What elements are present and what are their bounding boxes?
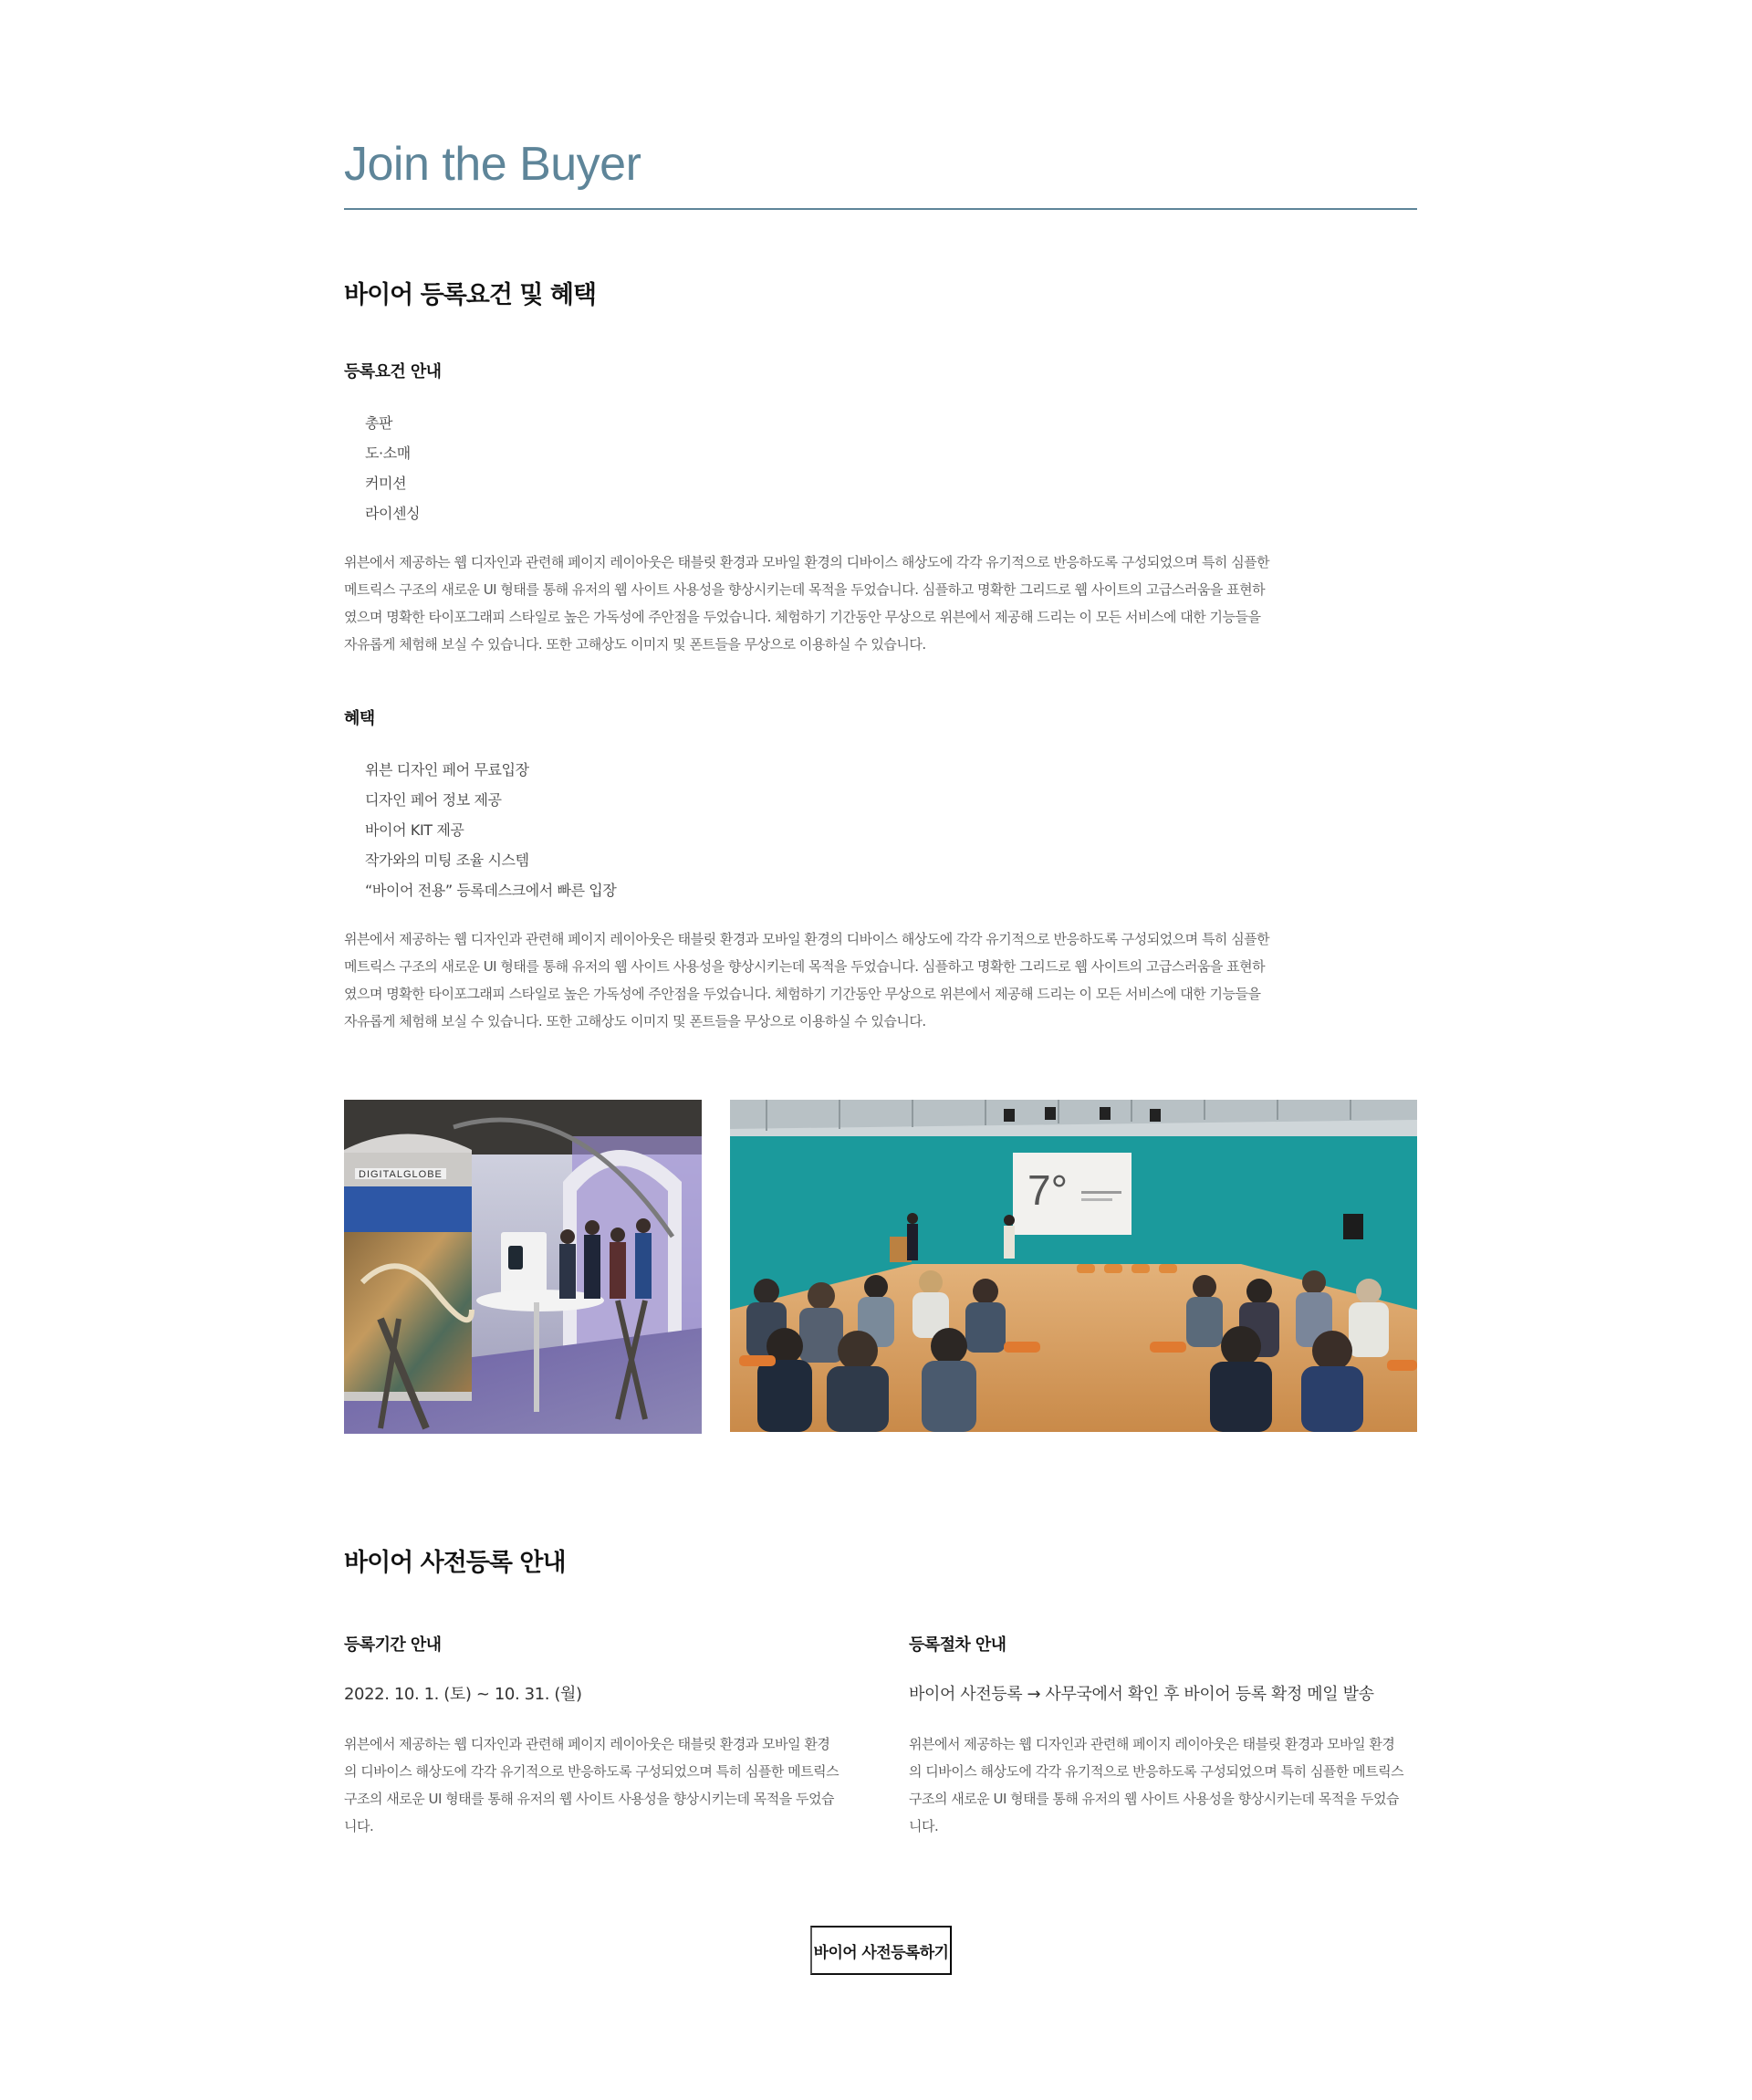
list-item: 커미션 bbox=[365, 475, 407, 492]
registration-period-title: 등록기간 안내 bbox=[344, 1635, 442, 1655]
list-item: 총판 bbox=[365, 414, 393, 432]
registration-procedure-column bbox=[909, 1634, 1420, 1840]
section-title-requirements-benefits: 바이어 등록요건 및 혜택 bbox=[344, 281, 597, 309]
booth-sign-text: DIGITALGLOBE bbox=[359, 1169, 443, 1180]
registration-procedure-description: 위븐에서 제공하는 웹 디자인과 관련해 페이지 레이아웃은 태블릿 환경과 모바일 환경의 디바이스 해상도에 각각 유기적으로 반응하도록 구성되었으며 특히 심플한 메트릭스 구조의 새로운 UI 형태를 통해 유저의 웹 사이트 사용성을 향상시키는데 목적을 두었습니다. bbox=[909, 1736, 1404, 1834]
page-title: Join the Buyer bbox=[344, 138, 641, 191]
registration-procedure-title: 등록절차 안내 bbox=[909, 1635, 1006, 1655]
list-item: 바이어 KIT 제공 bbox=[365, 821, 464, 839]
registration-procedure-steps: 바이어 사전등록 → 사무국에서 확인 후 바이어 등록 확정 메일 발송 bbox=[909, 1685, 1374, 1704]
benefits-title: 혜택 bbox=[344, 709, 375, 728]
benefits-list bbox=[365, 755, 616, 905]
benefits-description: 위븐에서 제공하는 웹 디자인과 관련해 페이지 레이아웃은 태블릿 환경과 모바일 환경의 디바이스 해상도에 각각 유기적으로 반응하도록 구성되었으며 특히 심플한 메트릭스 구조의 새로운 UI 형태를 통해 유저의 웹 사이트 사용성을 향상시키는데 목적을 두었습니다. 심플하고 명확한 그리드로 웹 사이트의 고급스러움을 표현하였으며 명확한 타이포그래피 스타일로 높은 가독성에 주안점을 두었습니다. 체험하기 기간동안 무상으로 위븐에서 제공해 드리는 이 모든 서비스에 대한 기능들을 자유롭게 체험해 보실 수 있습니다. 또한 고해상도 이미지 및 폰트들을 무상으로 이용하실 수 있습니다. bbox=[344, 931, 1270, 1029]
exhibition-booth-photo bbox=[344, 1100, 702, 1434]
screen-slide-text: 7° bbox=[1027, 1166, 1068, 1214]
conference-seminar-photo bbox=[730, 1100, 1417, 1432]
list-item: 위븐 디자인 페어 무료입장 bbox=[365, 761, 529, 778]
registration-period-description: 위븐에서 제공하는 웹 디자인과 관련해 페이지 레이아웃은 태블릿 환경과 모바일 환경의 디바이스 해상도에 각각 유기적으로 반응하도록 구성되었으며 특히 심플한 메트릭스 구조의 새로운 UI 형태를 통해 유저의 웹 사이트 사용성을 향상시키는데 목적을 두었습니다. bbox=[344, 1736, 840, 1834]
title-divider bbox=[344, 208, 1417, 210]
section-title-pre-registration: 바이어 사전등록 안내 bbox=[344, 1549, 566, 1577]
requirements-title: 등록요건 안내 bbox=[344, 362, 442, 381]
list-item: “바이어 전용” 등록데스크에서 빠른 입장 bbox=[365, 882, 617, 899]
requirements-list bbox=[365, 408, 420, 528]
list-item: 디자인 페어 정보 제공 bbox=[365, 791, 502, 809]
list-item: 라이센싱 bbox=[365, 505, 421, 522]
registration-period-column bbox=[344, 1634, 855, 1840]
requirements-description: 위븐에서 제공하는 웹 디자인과 관련해 페이지 레이아웃은 태블릿 환경과 모바일 환경의 디바이스 해상도에 각각 유기적으로 반응하도록 구성되었으며 특히 심플한 메트릭스 구조의 새로운 UI 형태를 통해 유저의 웹 사이트 사용성을 향상시키는데 목적을 두었습니다. 심플하고 명확한 그리드로 웹 사이트의 고급스러움을 표현하였으며 명확한 타이포그래피 스타일로 높은 가독성에 주안점을 두었습니다. 체험하기 기간동안 무상으로 위븐에서 제공해 드리는 이 모든 서비스에 대한 기능들을 자유롭게 체험해 보실 수 있습니다. 또한 고해상도 이미지 및 폰트들을 무상으로 이용하실 수 있습니다. bbox=[344, 554, 1270, 653]
list-item: 도·소매 bbox=[365, 444, 411, 462]
buyer-pre-registration-button[interactable]: 바이어 사전등록하기 bbox=[810, 1926, 952, 1975]
list-item: 작가와의 미팅 조율 시스템 bbox=[365, 851, 529, 869]
registration-period-dates: 2022. 10. 1. (토) ~ 10. 31. (월) bbox=[344, 1685, 582, 1704]
